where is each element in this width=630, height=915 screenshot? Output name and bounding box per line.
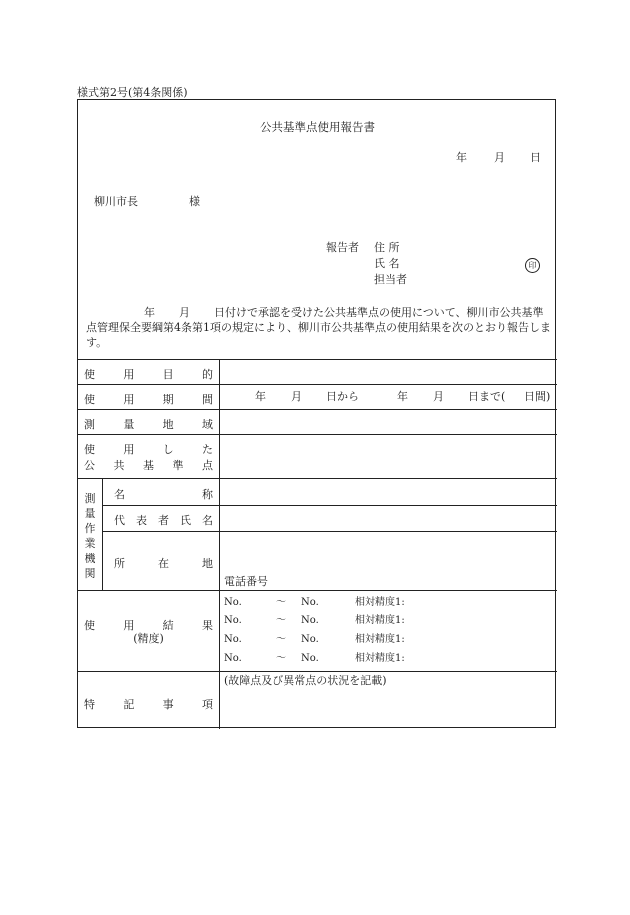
table-top-line xyxy=(78,359,557,360)
intro-text: 日付けで承認を受けた公共基準点の使用について、柳川市公共基準点管理保全要綱第4条第1項の規定により、柳川市公共基準点の使用結果を次のとおり報告します。 xyxy=(86,306,551,349)
row-divider xyxy=(102,531,557,532)
agency-group-label: 測量作業機関 xyxy=(84,492,96,580)
agency-representative-label: 代表者氏名 xyxy=(114,514,213,527)
result-tilde: 〜 xyxy=(276,653,286,664)
result-tilde: 〜 xyxy=(276,597,286,608)
period-label: 使用期間 xyxy=(84,393,213,406)
row-divider xyxy=(78,434,557,435)
date-year-label: 年 xyxy=(456,151,467,164)
result-no-from: No. xyxy=(224,615,242,626)
addressee-honorific: 様 xyxy=(189,195,200,208)
used-points-label-line2: 公共基準点 xyxy=(84,459,213,472)
area-label: 測量地域 xyxy=(84,418,213,431)
result-accuracy: 相対精度1: xyxy=(355,634,405,645)
period-month2: 月 xyxy=(433,390,444,403)
result-accuracy: 相対精度1: xyxy=(355,597,405,608)
intro-paragraph xyxy=(86,305,551,350)
row-divider xyxy=(102,505,557,506)
reporter-contact-label: 担当者 xyxy=(374,273,407,286)
result-tilde: 〜 xyxy=(276,615,286,626)
form-number-label: 様式第2号(第4条関係) xyxy=(77,86,188,99)
reporter-label: 報告者 xyxy=(326,241,359,254)
result-accuracy: 相対精度1: xyxy=(355,615,405,626)
result-label-line1: 使用結果 xyxy=(84,619,213,632)
reporter-address-label: 住 所 xyxy=(374,241,400,254)
result-no-to: No. xyxy=(301,634,319,645)
date-day-label: 日 xyxy=(530,151,541,164)
result-no-to: No. xyxy=(301,597,319,608)
intro-month-label: 月 xyxy=(179,306,190,319)
result-accuracy: 相対精度1: xyxy=(355,653,405,664)
result-no-to: No. xyxy=(301,615,319,626)
result-no-from: No. xyxy=(224,597,242,608)
notes-hint: (故障点及び異常点の状況を記載) xyxy=(224,674,387,687)
period-month1: 月 xyxy=(291,390,302,403)
result-tilde: 〜 xyxy=(276,634,286,645)
period-year1: 年 xyxy=(255,390,266,403)
row-divider xyxy=(78,590,557,591)
table-column-divider xyxy=(219,359,220,729)
seal-mark-icon: 印 xyxy=(525,258,540,273)
notes-label: 特記事項 xyxy=(84,698,213,711)
result-no-to: No. xyxy=(301,653,319,664)
period-year2: 年 xyxy=(397,390,408,403)
period-until: 日まで( xyxy=(468,390,506,403)
form-title: 公共基準点使用報告書 xyxy=(260,120,375,134)
reporter-name-label: 氏 名 xyxy=(374,257,400,270)
row-divider xyxy=(78,409,557,410)
period-days: 日間) xyxy=(524,390,551,403)
result-no-from: No. xyxy=(224,653,242,664)
result-no-from: No. xyxy=(224,634,242,645)
result-label-line2: (精度) xyxy=(133,632,164,645)
period-from: 日から xyxy=(326,390,359,403)
purpose-label: 使用目的 xyxy=(84,368,213,381)
phone-label: 電話番号 xyxy=(224,575,268,588)
report-form xyxy=(77,99,556,728)
row-divider xyxy=(78,384,557,385)
used-points-label-line1: 使用した xyxy=(84,443,213,456)
date-month-label: 月 xyxy=(494,151,505,164)
agency-name-label: 名称 xyxy=(114,488,213,501)
addressee-name: 柳川市長 xyxy=(94,195,138,208)
agency-location-label: 所在地 xyxy=(114,557,213,570)
intro-year-label: 年 xyxy=(144,306,155,319)
row-divider xyxy=(78,478,557,479)
row-divider xyxy=(78,671,557,672)
